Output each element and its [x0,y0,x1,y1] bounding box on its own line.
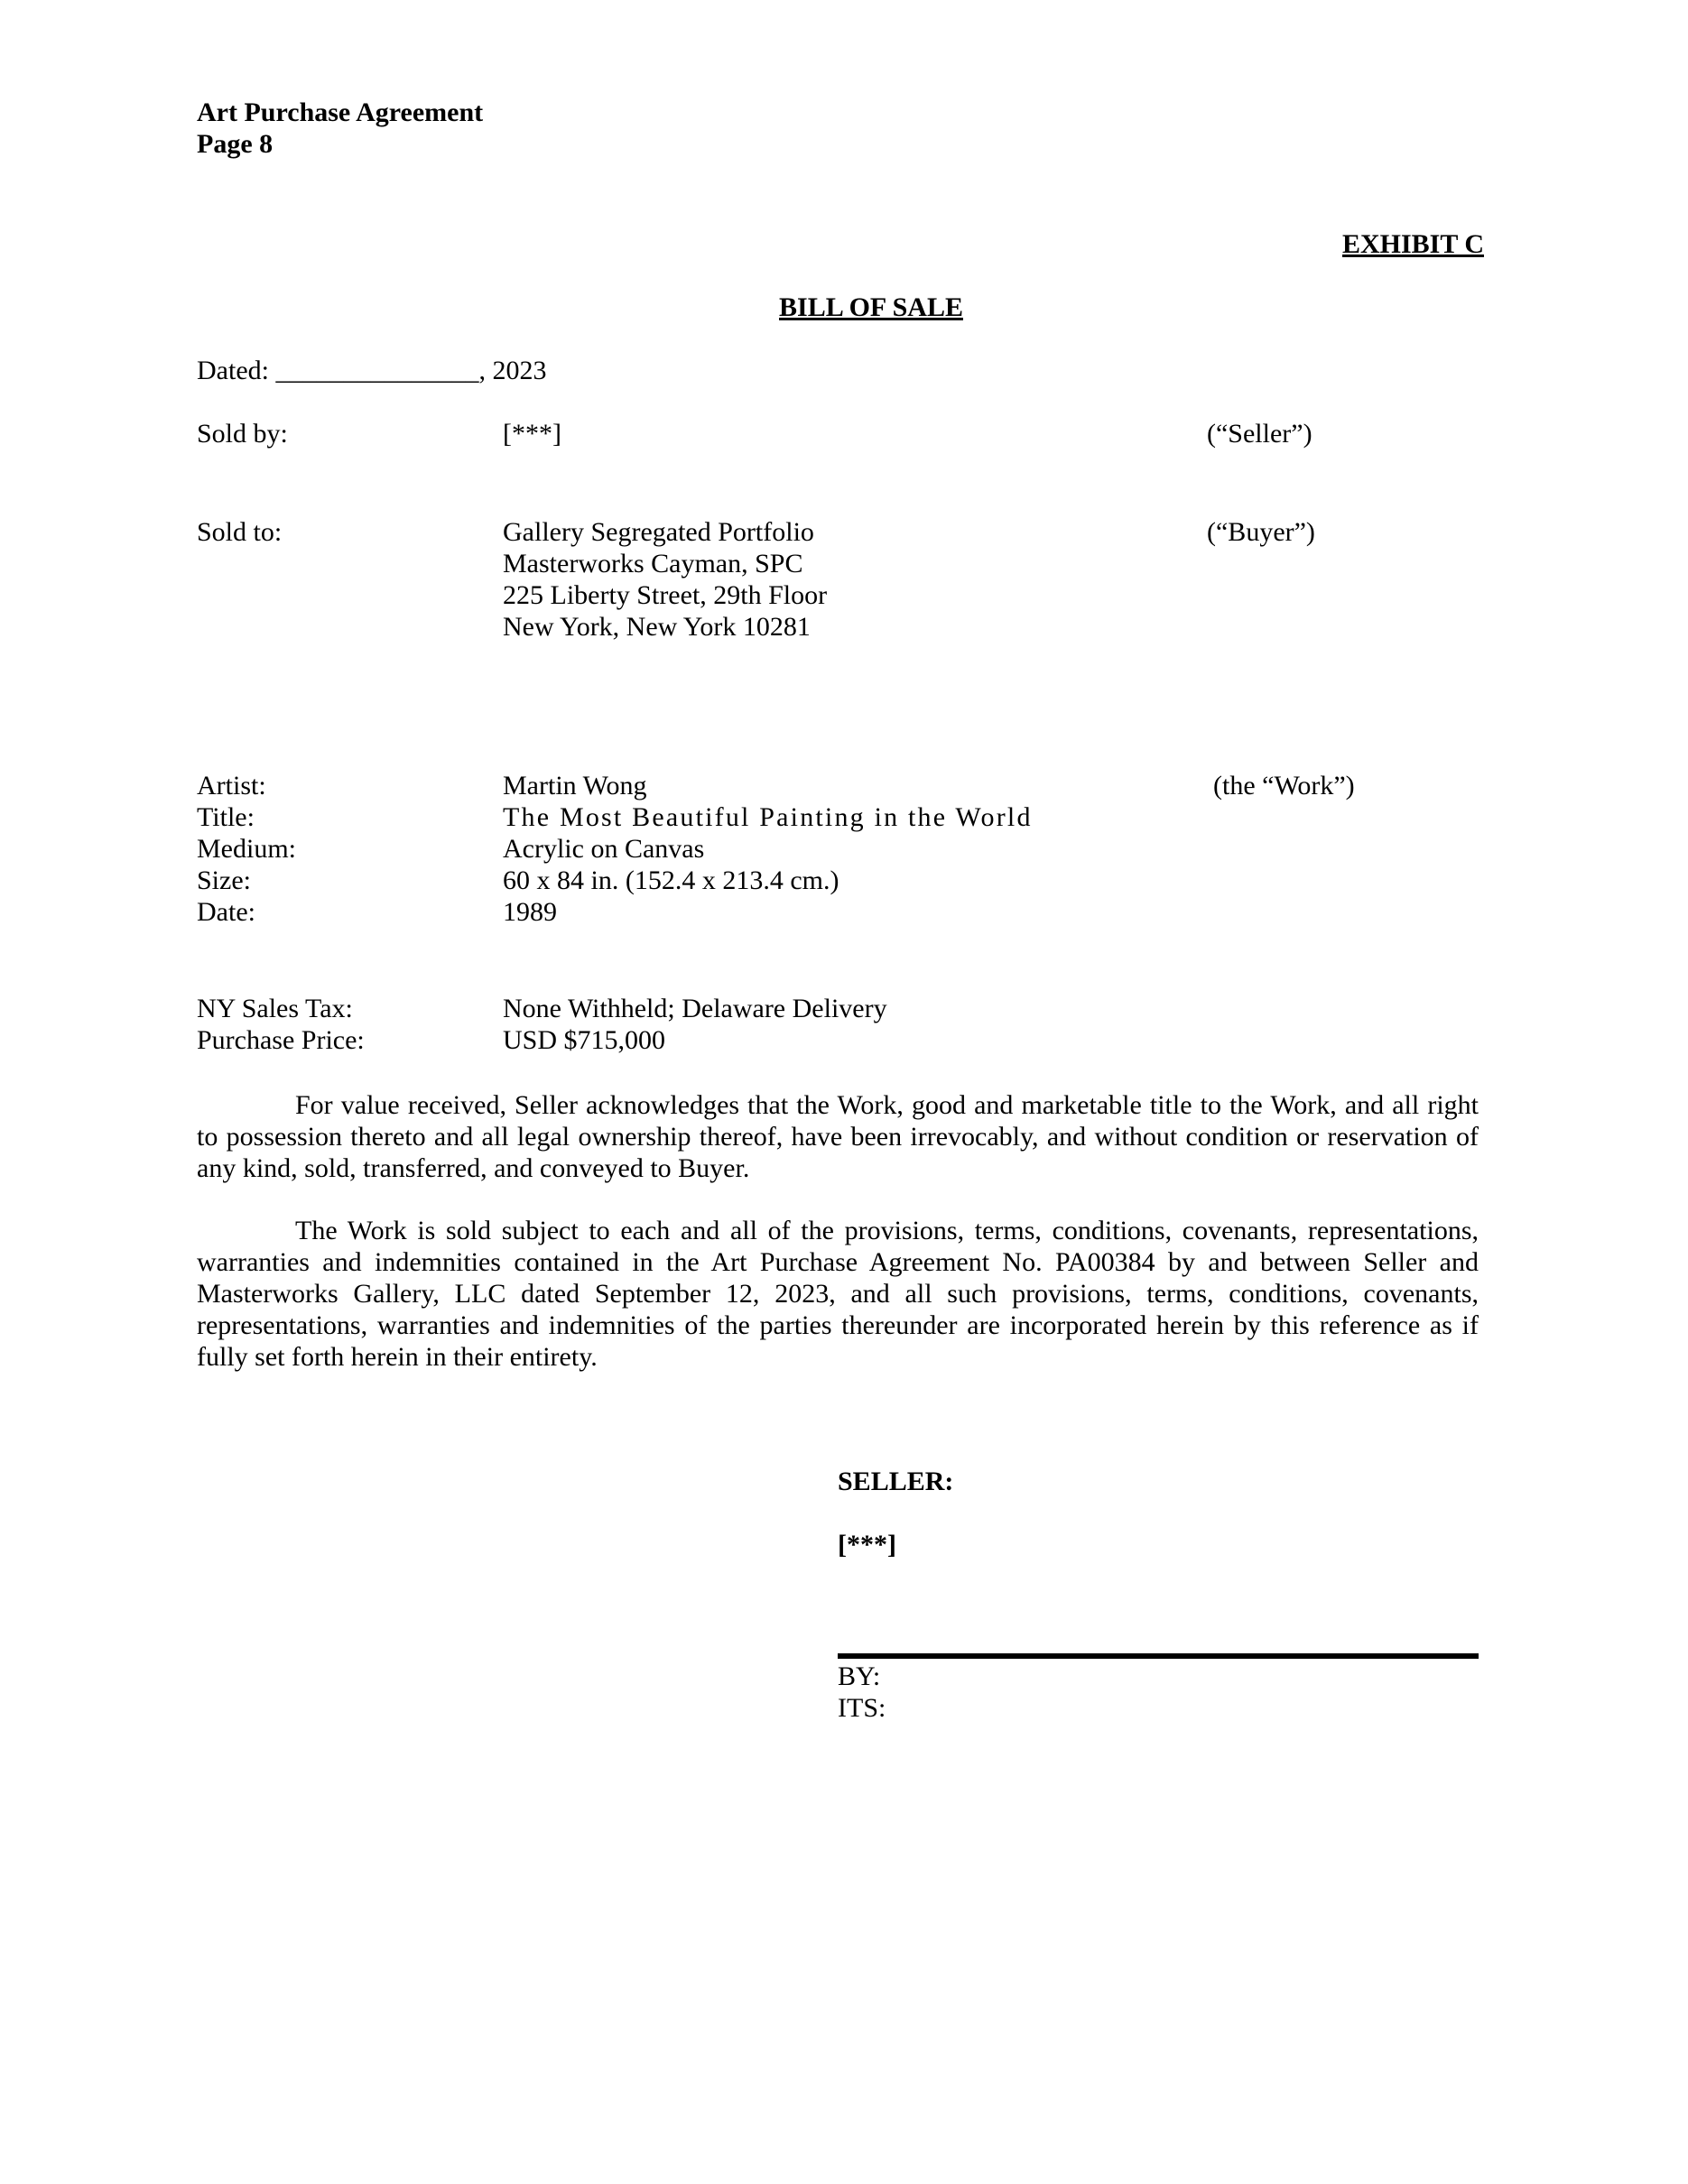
seller-signature-name: [***] [838,1530,896,1559]
document-title: Art Purchase Agreement [197,97,484,127]
subject-to-text: The Work is sold subject to each and all of the provisions, terms, conditions, covenants, representations, warranties and indemnities contained in the Art Purchase Agreement No. PA00384 by and between Seller and Masterworks Gallery, LLC dated September 12, 2023, and all such provisions, terms, conditions, covenants, representations, warranties and indemnities of the parties thereunder are incorporated herein by this reference as if fully set forth herein in their entirety. [197,1216,1479,1372]
artist-value: Martin Wong [503,771,647,800]
conveyance-text: For value received, Seller acknowledges that the Work, good and marketable title to the Work, and all right to possession thereto and all legal ownership thereof, have been irrevocably, and without condition or reservation of any kind, sold, transferred, and conveyed to Buyer. [197,1090,1479,1183]
signature-line [838,1653,1479,1659]
sales-tax-value: None Withheld; Delaware Delivery [503,994,887,1023]
subject-to-paragraph [197,1215,1479,1373]
bill-of-sale-heading: BILL OF SALE [779,292,963,322]
buyer-address [503,516,827,643]
bill-of-sale-title [0,292,1688,323]
signature-fields [838,1661,886,1724]
medium-label: Medium: [197,834,296,864]
page-number: Page 8 [197,129,274,159]
buyer-address-line: Masterworks Cayman, SPC [503,549,803,578]
work-labels [197,770,296,928]
sold-by-label: Sold by: [197,419,288,449]
sales-tax-label: NY Sales Tax: [197,994,353,1023]
size-value: 60 x 84 in. (152.4 x 213.4 cm.) [503,865,839,895]
sold-by-value: [***] [503,419,561,449]
purchase-price-value: USD $715,000 [503,1025,666,1055]
artist-label: Artist: [197,771,266,800]
buyer-address-line: Gallery Segregated Portfolio [503,517,814,547]
seller-tag: (“Seller”) [1207,419,1312,449]
work-tag: (the “Work”) [1213,771,1355,800]
buyer-address-line: 225 Liberty Street, 29th Floor [503,580,828,610]
medium-value: Acrylic on Canvas [503,834,705,864]
tax-labels [197,993,365,1056]
conveyance-paragraph [197,1089,1479,1184]
purchase-price-label: Purchase Price: [197,1025,365,1055]
sold-to-label: Sold to: [197,517,283,547]
title-label: Title: [197,802,255,832]
its-label: ITS: [838,1693,886,1723]
work-values [503,770,1033,928]
dated-line: Dated: _______________, 2023 [197,356,547,385]
date-label: Date: [197,897,255,927]
size-label: Size: [197,865,251,895]
buyer-address-line: New York, New York 10281 [503,612,811,642]
title-value: The Most Beautiful Painting in the World [503,802,1033,832]
exhibit-label: EXHIBIT C [1341,229,1484,259]
date-value: 1989 [503,897,557,927]
tax-values [503,993,887,1056]
page-header [197,97,483,160]
seller-signature-heading: SELLER: [838,1467,954,1496]
buyer-tag: (“Buyer”) [1207,517,1315,547]
by-label: BY: [838,1661,881,1691]
